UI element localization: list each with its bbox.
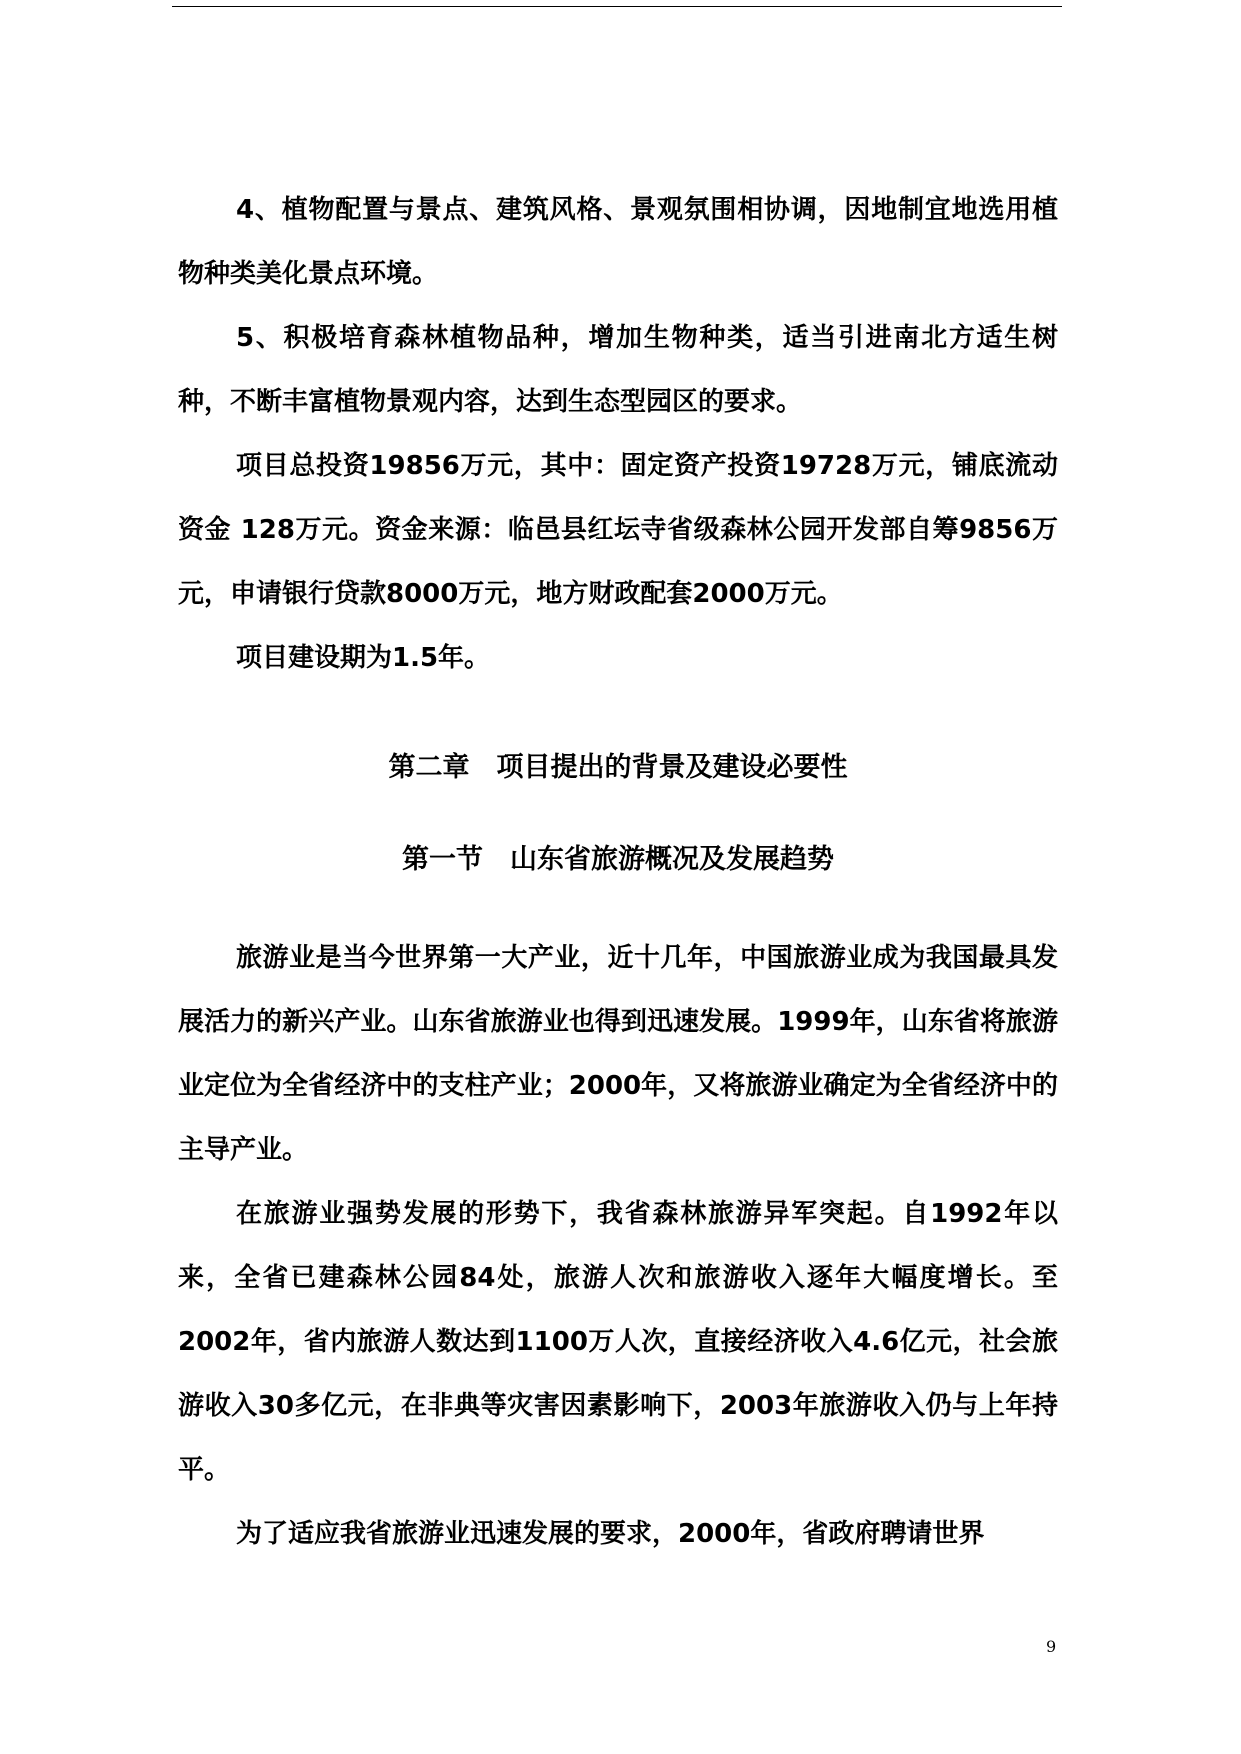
paragraph-construction-period: 项目建设期为1.5年。 (236, 643, 491, 673)
section-heading: 第一节 山东省旅游概况及发展趋势 (402, 844, 834, 875)
page-number: 9 (1046, 1637, 1057, 1656)
paragraph-tourism-industry: 旅游业是当今世界第一大产业，近十几年，中国旅游业成为我国最具发展活力的新兴产业。山东省旅游业也得到迅速发展。1999年，山东省将旅游业定位为全省经济中的支柱产业；2000年，又将旅游业确定为全省经济中的主导产业。 (178, 943, 1058, 1165)
paragraph-government-planning: 为了适应我省旅游业迅速发展的要求，2000年，省政府聘请世界 (236, 1519, 985, 1549)
paragraph-species-cultivation: 5、积极培育森林植物品种，增加生物种类，适当引进南北方适生树种，不断丰富植物景观内容，达到生态型园区的要求。 (178, 323, 1058, 417)
paragraph-investment: 项目总投资19856万元，其中：固定资产投资19728万元，铺底流动资金 128万元。资金来源：临邑县红坛寺省级森林公园开发部自筹9856万元，申请银行贷款8000万元，地方财政配套2000万元。 (178, 451, 1058, 609)
paragraph-forest-tourism: 在旅游业强势发展的形势下，我省森林旅游异军突起。自1992年以来，全省已建森林公园84处，旅游人次和旅游收入逐年大幅度增长。至2002年，省内旅游人数达到1100万人次，直接经济收入4.6亿元，社会旅游收入30多亿元，在非典等灾害因素影响下，2003年旅游收入仍与上年持平。 (178, 1199, 1058, 1485)
chapter-heading: 第二章 项目提出的背景及建设必要性 (388, 752, 848, 783)
header-rule (172, 6, 1062, 7)
paragraph-plant-configuration: 4、植物配置与景点、建筑风格、景观氛围相协调，因地制宜地选用植物种类美化景点环境。 (178, 195, 1058, 289)
